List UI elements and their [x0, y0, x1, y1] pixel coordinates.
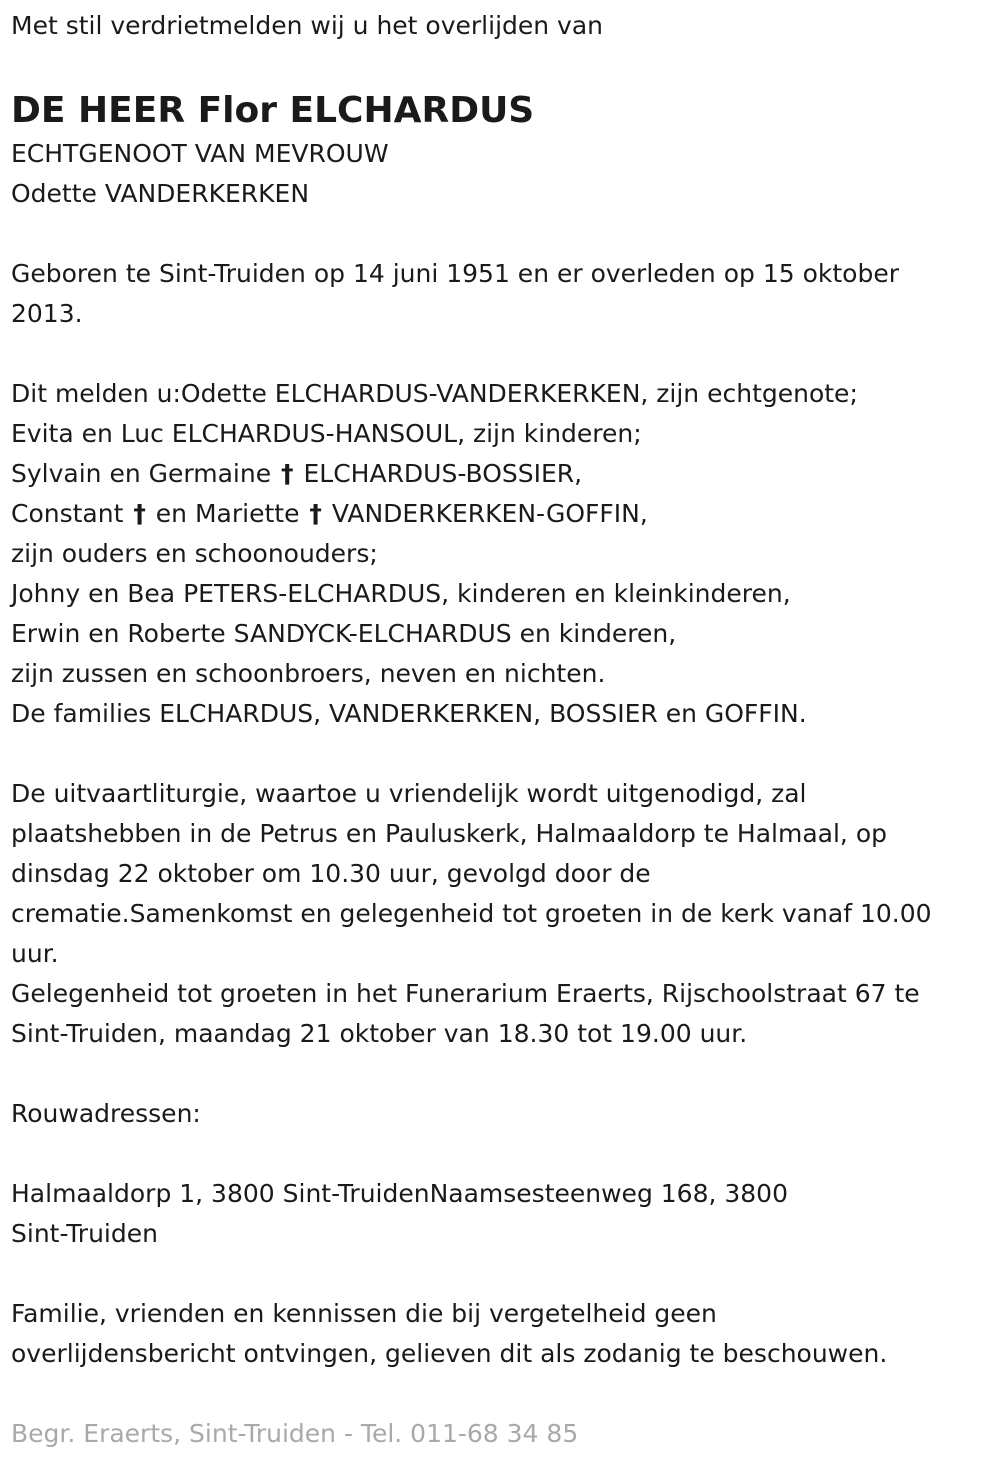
undertaker-footer: Begr. Eraerts, Sint-Truiden - Tel. 011-68 34 85 [11, 1419, 579, 1448]
family-line-4-part-a: Constant [11, 499, 124, 528]
closing-line-2: overlijdensbericht ontvingen, gelieven dit als zodanig te beschouwen. [11, 1339, 888, 1368]
spouse-line: ECHTGENOOT VAN MEVROUW [11, 139, 389, 168]
cross-icon: † [309, 499, 322, 528]
intro-text: Met stil verdrietmelden wij u het overlijden van [11, 11, 604, 40]
birth-death-section [11, 254, 990, 334]
address-line-2: Sint-Truiden [11, 1219, 158, 1248]
closing-line-1: Familie, vrienden en kennissen die bij vergetelheid geen [11, 1299, 717, 1328]
family-line-4-part-c: VANDERKERKEN-GOFFIN, [331, 499, 648, 528]
family-line-4 [11, 494, 990, 534]
funeral-line-4: crematie.Samenkomst en gelegenheid tot groeten in de kerk vanaf 10.00 [11, 899, 932, 928]
family-line-1: Dit melden u:Odette ELCHARDUS-VANDERKERKEN, zijn echtgenote; [11, 379, 858, 408]
family-section [11, 374, 990, 734]
cross-icon: † [133, 499, 146, 528]
family-line-4-part-b: en Mariette [155, 499, 300, 528]
family-line-9: De families ELCHARDUS, VANDERKERKEN, BOSSIER en GOFFIN. [11, 699, 807, 728]
family-line-3 [11, 454, 990, 494]
addresses-heading-section [11, 1094, 990, 1134]
funeral-line-5: uur. [11, 939, 59, 968]
family-line-5: zijn ouders en schoonouders; [11, 539, 378, 568]
funeral-section [11, 774, 990, 1054]
addresses-section [11, 1174, 990, 1254]
deceased-name: DE HEER Flor ELCHARDUS [11, 90, 535, 131]
addresses-heading: Rouwadressen: [11, 1099, 201, 1128]
family-line-3-part-b: ELCHARDUS-BOSSIER, [303, 459, 583, 488]
funeral-line-7: Sint-Truiden, maandag 21 oktober van 18.30 tot 19.00 uur. [11, 1019, 748, 1048]
family-line-2: Evita en Luc ELCHARDUS-HANSOUL, zijn kinderen; [11, 419, 642, 448]
funeral-line-3: dinsdag 22 oktober om 10.30 uur, gevolgd door de [11, 859, 651, 888]
family-line-7: Erwin en Roberte SANDYCK-ELCHARDUS en kinderen, [11, 619, 677, 648]
family-line-3-part-a: Sylvain en Germaine [11, 459, 272, 488]
address-line-1: Halmaaldorp 1, 3800 Sint-TruidenNaamsesteenweg 168, 3800 [11, 1179, 788, 1208]
funeral-line-2: plaatshebben in de Petrus en Pauluskerk, Halmaaldorp te Halmaal, op [11, 819, 887, 848]
spouse-name: Odette VANDERKERKEN [11, 179, 310, 208]
funeral-line-6: Gelegenheid tot groeten in het Funerarium Eraerts, Rijschoolstraat 67 te [11, 979, 920, 1008]
birth-death-line-1: Geboren te Sint-Truiden op 14 juni 1951 en er overleden op 15 oktober [11, 259, 899, 288]
deceased-section [11, 86, 990, 214]
birth-death-line-2: 2013. [11, 299, 83, 328]
family-line-6: Johny en Bea PETERS-ELCHARDUS, kinderen en kleinkinderen, [11, 579, 791, 608]
cross-icon: † [281, 459, 294, 488]
family-line-8: zijn zussen en schoonbroers, neven en nichten. [11, 659, 606, 688]
funeral-line-1: De uitvaartliturgie, waartoe u vriendelijk wordt uitgenodigd, zal [11, 779, 807, 808]
closing-section [11, 1294, 990, 1374]
